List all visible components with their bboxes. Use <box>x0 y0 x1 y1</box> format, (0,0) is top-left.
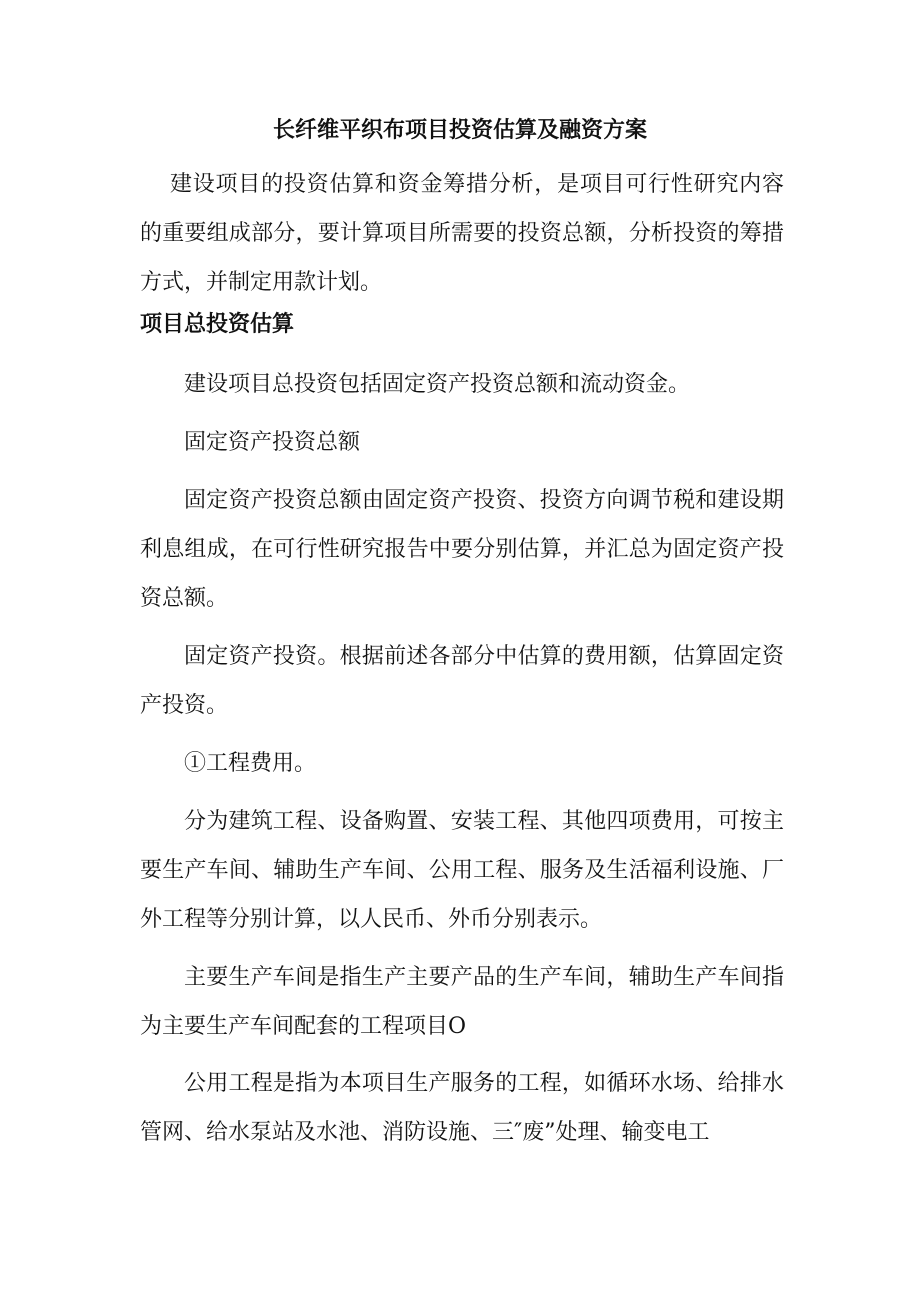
document-title: 长纤维平织布项目投资估算及融资方案 <box>272 118 647 143</box>
paragraph-main-workshops: 主要生产车间是指生产主要产品的生产车间，辅助生产车间指为主要生产车间配套的工程项目O <box>140 965 784 1039</box>
paragraph-fixed-assets-estimate: 固定资产投资。根据前述各部分中估算的费用额，估算固定资产投资。 <box>140 644 784 718</box>
paragraph-public-works: 公用工程是指为本项目生产服务的工程，如循环水场、给排水管网、给水泵站及水池、消防设施、三″废”处理、输变电工 <box>140 1071 784 1145</box>
paragraph-engineering-categories: 分为建筑工程、设备购置、安装工程、其他四项费用，可按主要生产车间、辅助生产车间、公用工程、服务及生活福利设施、厂外工程等分别计算，以人民币、外币分别表示。 <box>140 809 784 932</box>
list-item-engineering-cost: ①工程费用。 <box>184 751 317 776</box>
section-heading: 项目总投资估算 <box>140 312 295 337</box>
intro-paragraph: 建设项目的投资估算和资金筹措分析，是项目可行性研究内容的重要组成部分，要计算项目所需要的投资总额，分析投资的筹措方式，并制定用款计划。 <box>140 172 784 295</box>
paragraph-fixed-assets-composition: 固定资产投资总额由固定资产投资、投资方向调节税和建设期利息组成，在可行性研究报告中要分别估算，并汇总为固定资产投资总额。 <box>140 488 784 611</box>
paragraph-total-investment: 建设项目总投资包括固定资产投资总额和流动资金。 <box>184 372 691 397</box>
subheading-fixed-assets: 固定资产投资总额 <box>184 430 361 455</box>
